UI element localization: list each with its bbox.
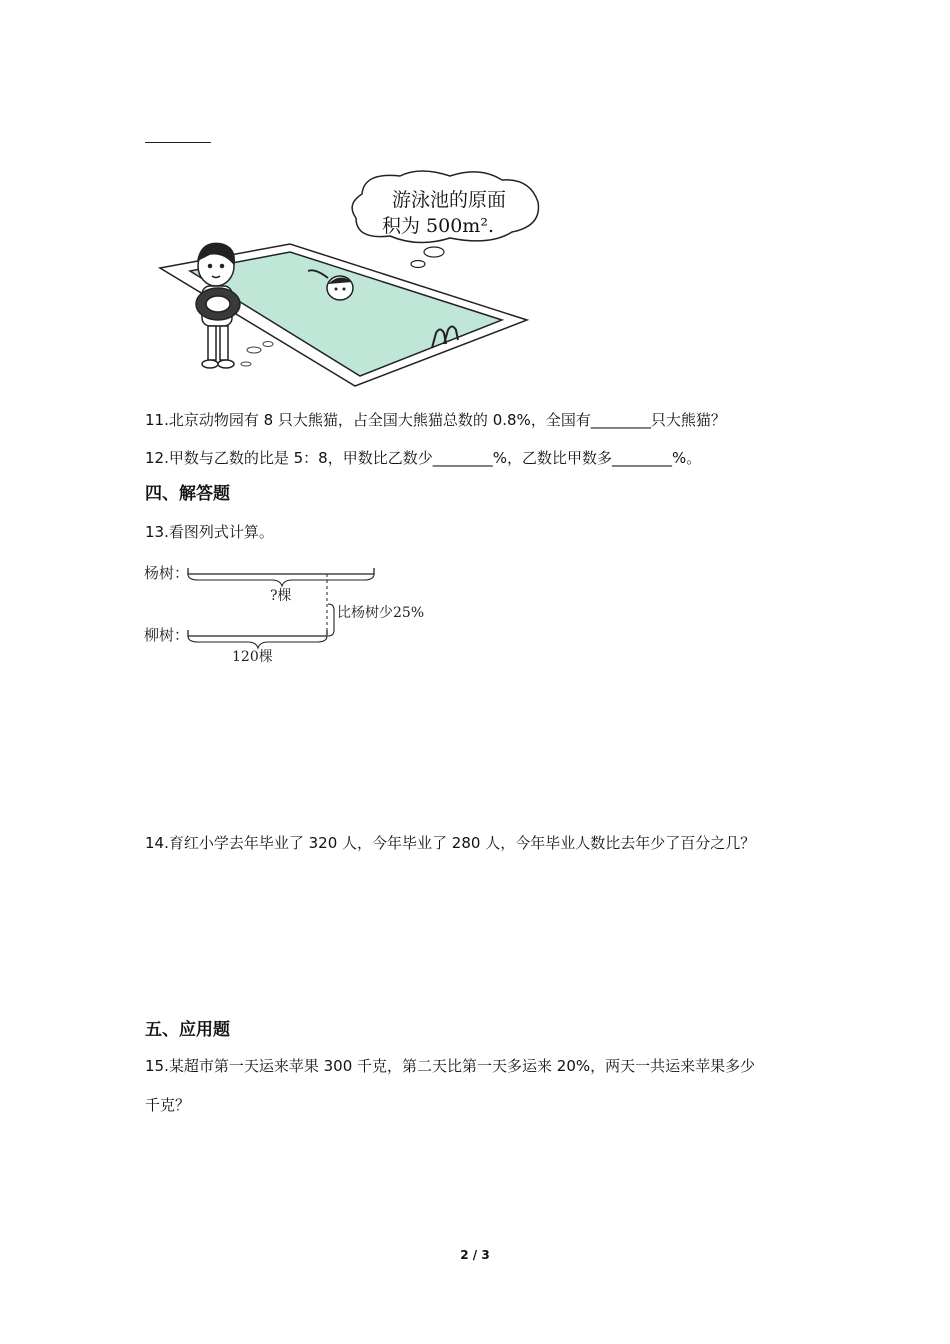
bubble-text-line2: 积为 500m². (382, 215, 494, 237)
question-11: 11.北京动物园有 8 只大熊猫，占全国大熊猫总数的 0.8%，全国有________只大熊猫？ (145, 411, 726, 429)
question-15-line2: 千克？ (145, 1096, 191, 1114)
standing-child-figure (196, 243, 240, 368)
answer-blank-line (145, 142, 211, 143)
question-14: 14.育红小学去年毕业了 320 人，今年毕业了 280 人，今年毕业人数比去年少了百分之几？ (145, 834, 756, 852)
yang-quantity: ?棵 (270, 588, 292, 604)
water-drops (241, 342, 273, 367)
difference-note: 比杨树少25% (337, 605, 425, 621)
yang-brace (188, 574, 374, 586)
bubble-text-line1: 游泳池的原面 (392, 189, 507, 211)
question-13: 13.看图列式计算。 (145, 523, 274, 541)
question-15-line1: 15.某超市第一天运来苹果 300 千克，第二天比第一天多运来 20%，两天一共运来苹果多少 (145, 1057, 756, 1075)
question-12: 12.甲数与乙数的比是 5：8，甲数比乙数少________%，乙数比甲数多________%。 (145, 449, 702, 467)
pool-illustration (150, 168, 540, 393)
yang-segment (188, 568, 374, 574)
yang-label: 杨树： (144, 564, 190, 582)
difference-brace (328, 604, 334, 636)
section-heading-4: 四、解答题 (145, 484, 230, 504)
tree-segment-diagram (142, 560, 442, 672)
thought-bubble (352, 171, 538, 268)
page-number: 2 / 3 (460, 1248, 490, 1262)
liu-segment (188, 630, 327, 636)
section-heading-5: 五、应用题 (145, 1020, 230, 1040)
liu-quantity: 120棵 (232, 649, 273, 665)
liu-label: 柳树： (144, 626, 190, 644)
liu-brace (188, 636, 327, 648)
